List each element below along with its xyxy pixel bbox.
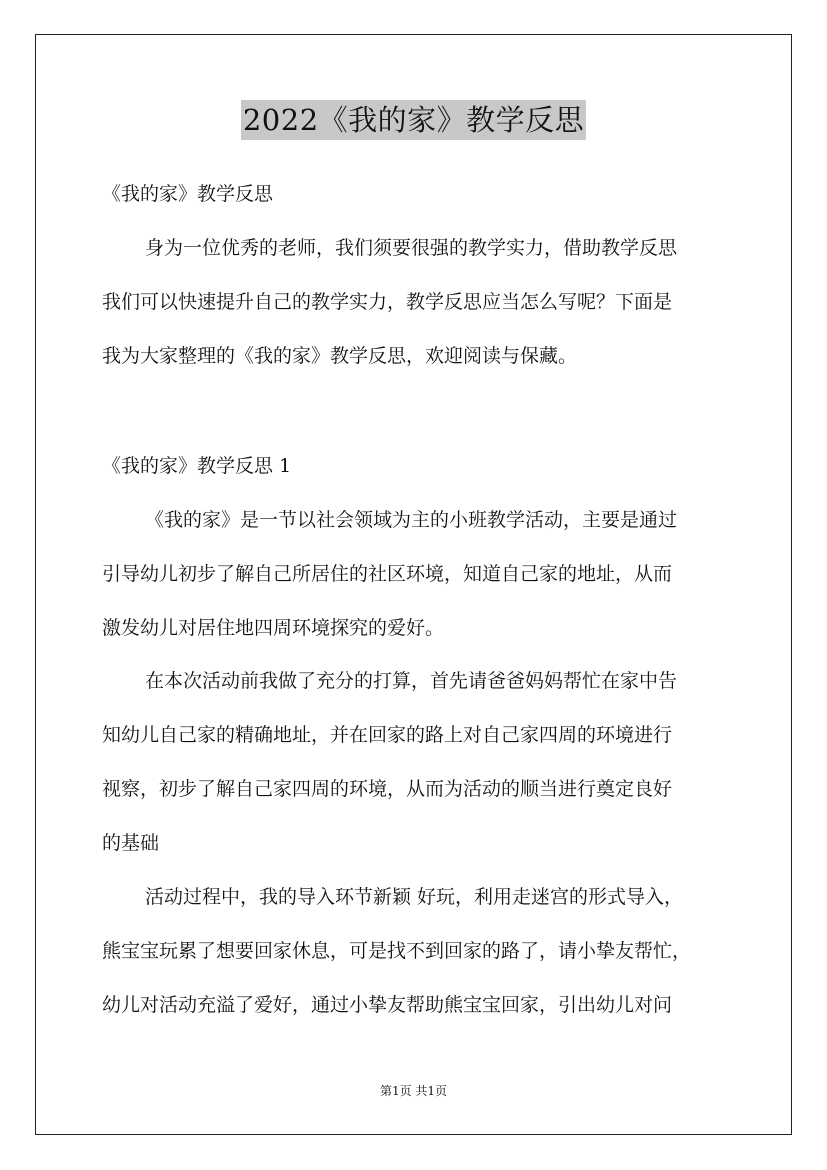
paragraph-line: 在本次活动前我做了充分的打算，首先请爸爸妈妈帮忙在家中告 (145, 670, 678, 692)
paragraph-line: 我为大家整理的《我的家》教学反思，欢迎阅读与保藏。 (102, 345, 578, 367)
paragraph-line: 视察，初步了解自己家四周的环境，从而为活动的顺当进行奠定良好 (102, 778, 673, 800)
paragraph-line: 活动过程中，我的导入环节新颖 好玩，利用走迷宫的形式导入， (145, 886, 684, 908)
section-heading: 《我的家》教学反思 (102, 183, 274, 205)
paragraph-line: 身为一位优秀的老师，我们须要很强的教学实力，借助教学反思 (145, 237, 678, 259)
paragraph-line: 的基础 (102, 832, 160, 854)
paragraph-line: 激发幼儿对居住地四周环境探究的爱好。 (102, 617, 445, 639)
paragraph-line: 我们可以快速提升自己的教学实力，教学反思应当怎么写呢？下面是 (102, 291, 673, 313)
paragraph-line: 幼儿对活动充溢了爱好，通过小挚友帮助熊宝宝回家，引出幼儿对问 (102, 994, 673, 1016)
section-heading: 《我的家》教学反思 1 (102, 455, 292, 477)
paragraph-line: 熊宝宝玩累了想要回家休息，可是找不到回家的路了，请小挚友帮忙， (102, 940, 692, 962)
paragraph-line: 《我的家》是一节以社会领域为主的小班教学活动，主要是通过 (145, 509, 678, 531)
document-title: 2022《我的家》教学反思 (241, 100, 586, 140)
page-number-footer: 第1页 共1页 (379, 1084, 448, 1098)
paragraph-line: 引导幼儿初步了解自己所居住的社区环境，知道自己家的地址，从而 (102, 563, 673, 585)
title-container (0, 100, 827, 140)
paragraph-line: 知幼儿自己家的精确地址，并在回家的路上对自己家四周的环境进行 (102, 724, 673, 746)
